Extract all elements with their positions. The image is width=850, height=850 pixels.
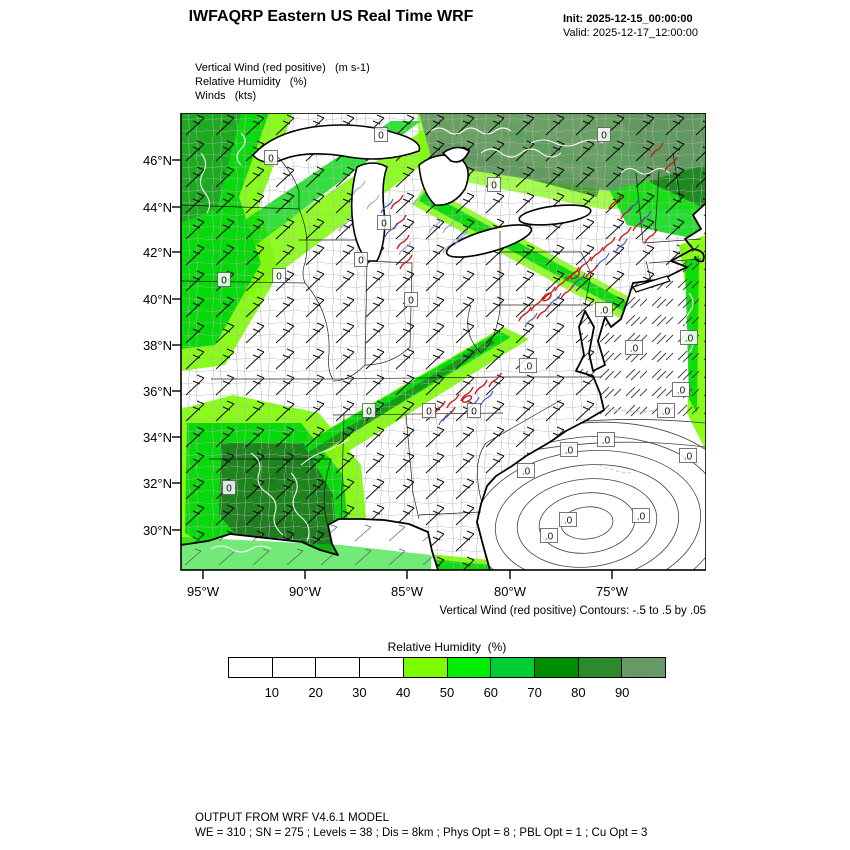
- init-time-label: Init: 2025-12-15_00:00:00: [563, 13, 693, 25]
- colorbar-cell: [578, 658, 622, 677]
- lat-label: 46°N: [142, 153, 172, 168]
- contour-label: [633, 509, 650, 523]
- colorbar-cell: [229, 658, 272, 677]
- svg-text:0: 0: [226, 483, 232, 495]
- contour-label: [223, 481, 236, 495]
- contour-label: [598, 433, 615, 447]
- contour-label: [681, 331, 698, 345]
- contour-label: [375, 128, 388, 142]
- model-footer: [195, 811, 647, 841]
- contour-label: [560, 513, 577, 527]
- svg-text:0: 0: [426, 406, 432, 418]
- contour-label: [596, 303, 613, 317]
- svg-text:.0: .0: [684, 333, 694, 345]
- lat-label: 30°N: [142, 523, 172, 538]
- colorbar-tick-label: 80: [571, 685, 586, 700]
- map-canvas: [171, 113, 706, 580]
- lon-label: 75°W: [596, 584, 628, 599]
- lat-label: 34°N: [142, 430, 172, 445]
- footer-model-line: OUTPUT FROM WRF V4.6.1 MODEL: [195, 812, 390, 824]
- rh-colorbar: [228, 657, 666, 678]
- contour-label: [423, 404, 436, 418]
- field-legend: [195, 61, 370, 103]
- svg-text:.0: .0: [601, 435, 611, 447]
- svg-text:.0: .0: [544, 531, 554, 543]
- svg-text:.0: .0: [564, 445, 574, 457]
- legend-line-relative-humidity: Relative Humidity (%): [195, 76, 307, 88]
- contour-label: [273, 269, 286, 283]
- colorbar-title: Relative Humidity (%): [387, 640, 507, 654]
- lat-label: 40°N: [142, 292, 172, 307]
- svg-text:0: 0: [276, 271, 282, 283]
- svg-text:0: 0: [358, 255, 364, 267]
- colorbar-tick-label: 40: [395, 685, 411, 700]
- lat-label: 38°N: [142, 338, 172, 353]
- contour-label: [673, 383, 690, 397]
- svg-text:0: 0: [378, 130, 384, 142]
- svg-text:.0: .0: [523, 361, 533, 373]
- contour-label: [265, 151, 278, 165]
- legend-line-vertical-wind: Vertical Wind (red positive) (m s-1): [195, 62, 370, 74]
- contour-label: [518, 464, 535, 478]
- colorbar-tick-label: 20: [308, 685, 323, 700]
- contour-label: [488, 178, 501, 192]
- colorbar-tick-label: 60: [483, 685, 499, 700]
- contour-label: [598, 128, 611, 142]
- svg-text:.0: .0: [629, 343, 639, 355]
- svg-text:0: 0: [491, 180, 497, 192]
- contour-label: [378, 216, 391, 230]
- lat-label: 44°N: [142, 200, 172, 215]
- contour-label: [468, 404, 481, 418]
- colorbar-cell: [621, 658, 665, 677]
- colorbar-cell: [447, 658, 491, 677]
- footer-config-line: WE = 310 ; SN = 275 ; Levels = 38 ; Dis = 8km ; Phys Opt = 8 ; PBL Opt = 1 ; Cu Opt = 3: [195, 827, 648, 839]
- svg-text:.0: .0: [521, 466, 531, 478]
- lon-label: 90°W: [289, 584, 321, 599]
- colorbar-tick-labels: [228, 685, 666, 701]
- contour-label: [561, 443, 578, 457]
- contour-label: [520, 359, 537, 373]
- contour-label: [658, 404, 675, 418]
- contour-label: [355, 253, 368, 267]
- colorbar-cell: [315, 658, 359, 677]
- svg-text:0: 0: [381, 218, 387, 230]
- contour-label: [218, 273, 231, 287]
- svg-text:.0: .0: [683, 451, 693, 463]
- colorbar-cell: [272, 658, 316, 677]
- lon-label: 80°W: [494, 584, 526, 599]
- lon-label: 85°W: [391, 584, 423, 599]
- contour-note: Vertical Wind (red positive) Contours: -.5 to .5 by .05: [439, 605, 706, 617]
- colorbar-cell: [359, 658, 403, 677]
- lat-label: 36°N: [142, 384, 172, 399]
- lon-label: 95°W: [187, 584, 219, 599]
- contour-label: [541, 529, 558, 543]
- colorbar-tick-label: 50: [439, 685, 455, 700]
- lat-label: 32°N: [142, 476, 172, 491]
- svg-text:.0: .0: [636, 511, 646, 523]
- valid-time-label: Valid: 2025-12-17_12:00:00: [563, 27, 698, 39]
- contour-label: [405, 293, 418, 307]
- colorbar-tick-label: 90: [614, 685, 630, 700]
- page-title: IWFAQRP Eastern US Real Time WRF: [188, 8, 474, 25]
- svg-text:.0: .0: [563, 515, 573, 527]
- svg-text:.0: .0: [599, 305, 609, 317]
- svg-text:0: 0: [408, 295, 414, 307]
- contour-label: [363, 404, 376, 418]
- svg-text:.0: .0: [661, 406, 671, 418]
- svg-text:0: 0: [601, 130, 607, 142]
- legend-line-winds: Winds (kts): [195, 90, 257, 102]
- colorbar-cell: [534, 658, 578, 677]
- svg-text:0: 0: [471, 406, 477, 418]
- colorbar-tick-label: 10: [264, 685, 280, 700]
- colorbar-tick-label: 30: [352, 685, 367, 700]
- colorbar-cell: [403, 658, 447, 677]
- svg-text:0: 0: [366, 406, 372, 418]
- colorbar-cell: [490, 658, 534, 677]
- contour-label: [680, 449, 697, 463]
- map-panel: [171, 113, 706, 580]
- lat-label: 42°N: [142, 245, 172, 260]
- svg-text:.0: .0: [676, 385, 686, 397]
- contour-label: [626, 341, 643, 355]
- svg-text:0: 0: [268, 153, 274, 165]
- colorbar-tick-label: 70: [527, 685, 542, 700]
- svg-text:0: 0: [221, 275, 227, 287]
